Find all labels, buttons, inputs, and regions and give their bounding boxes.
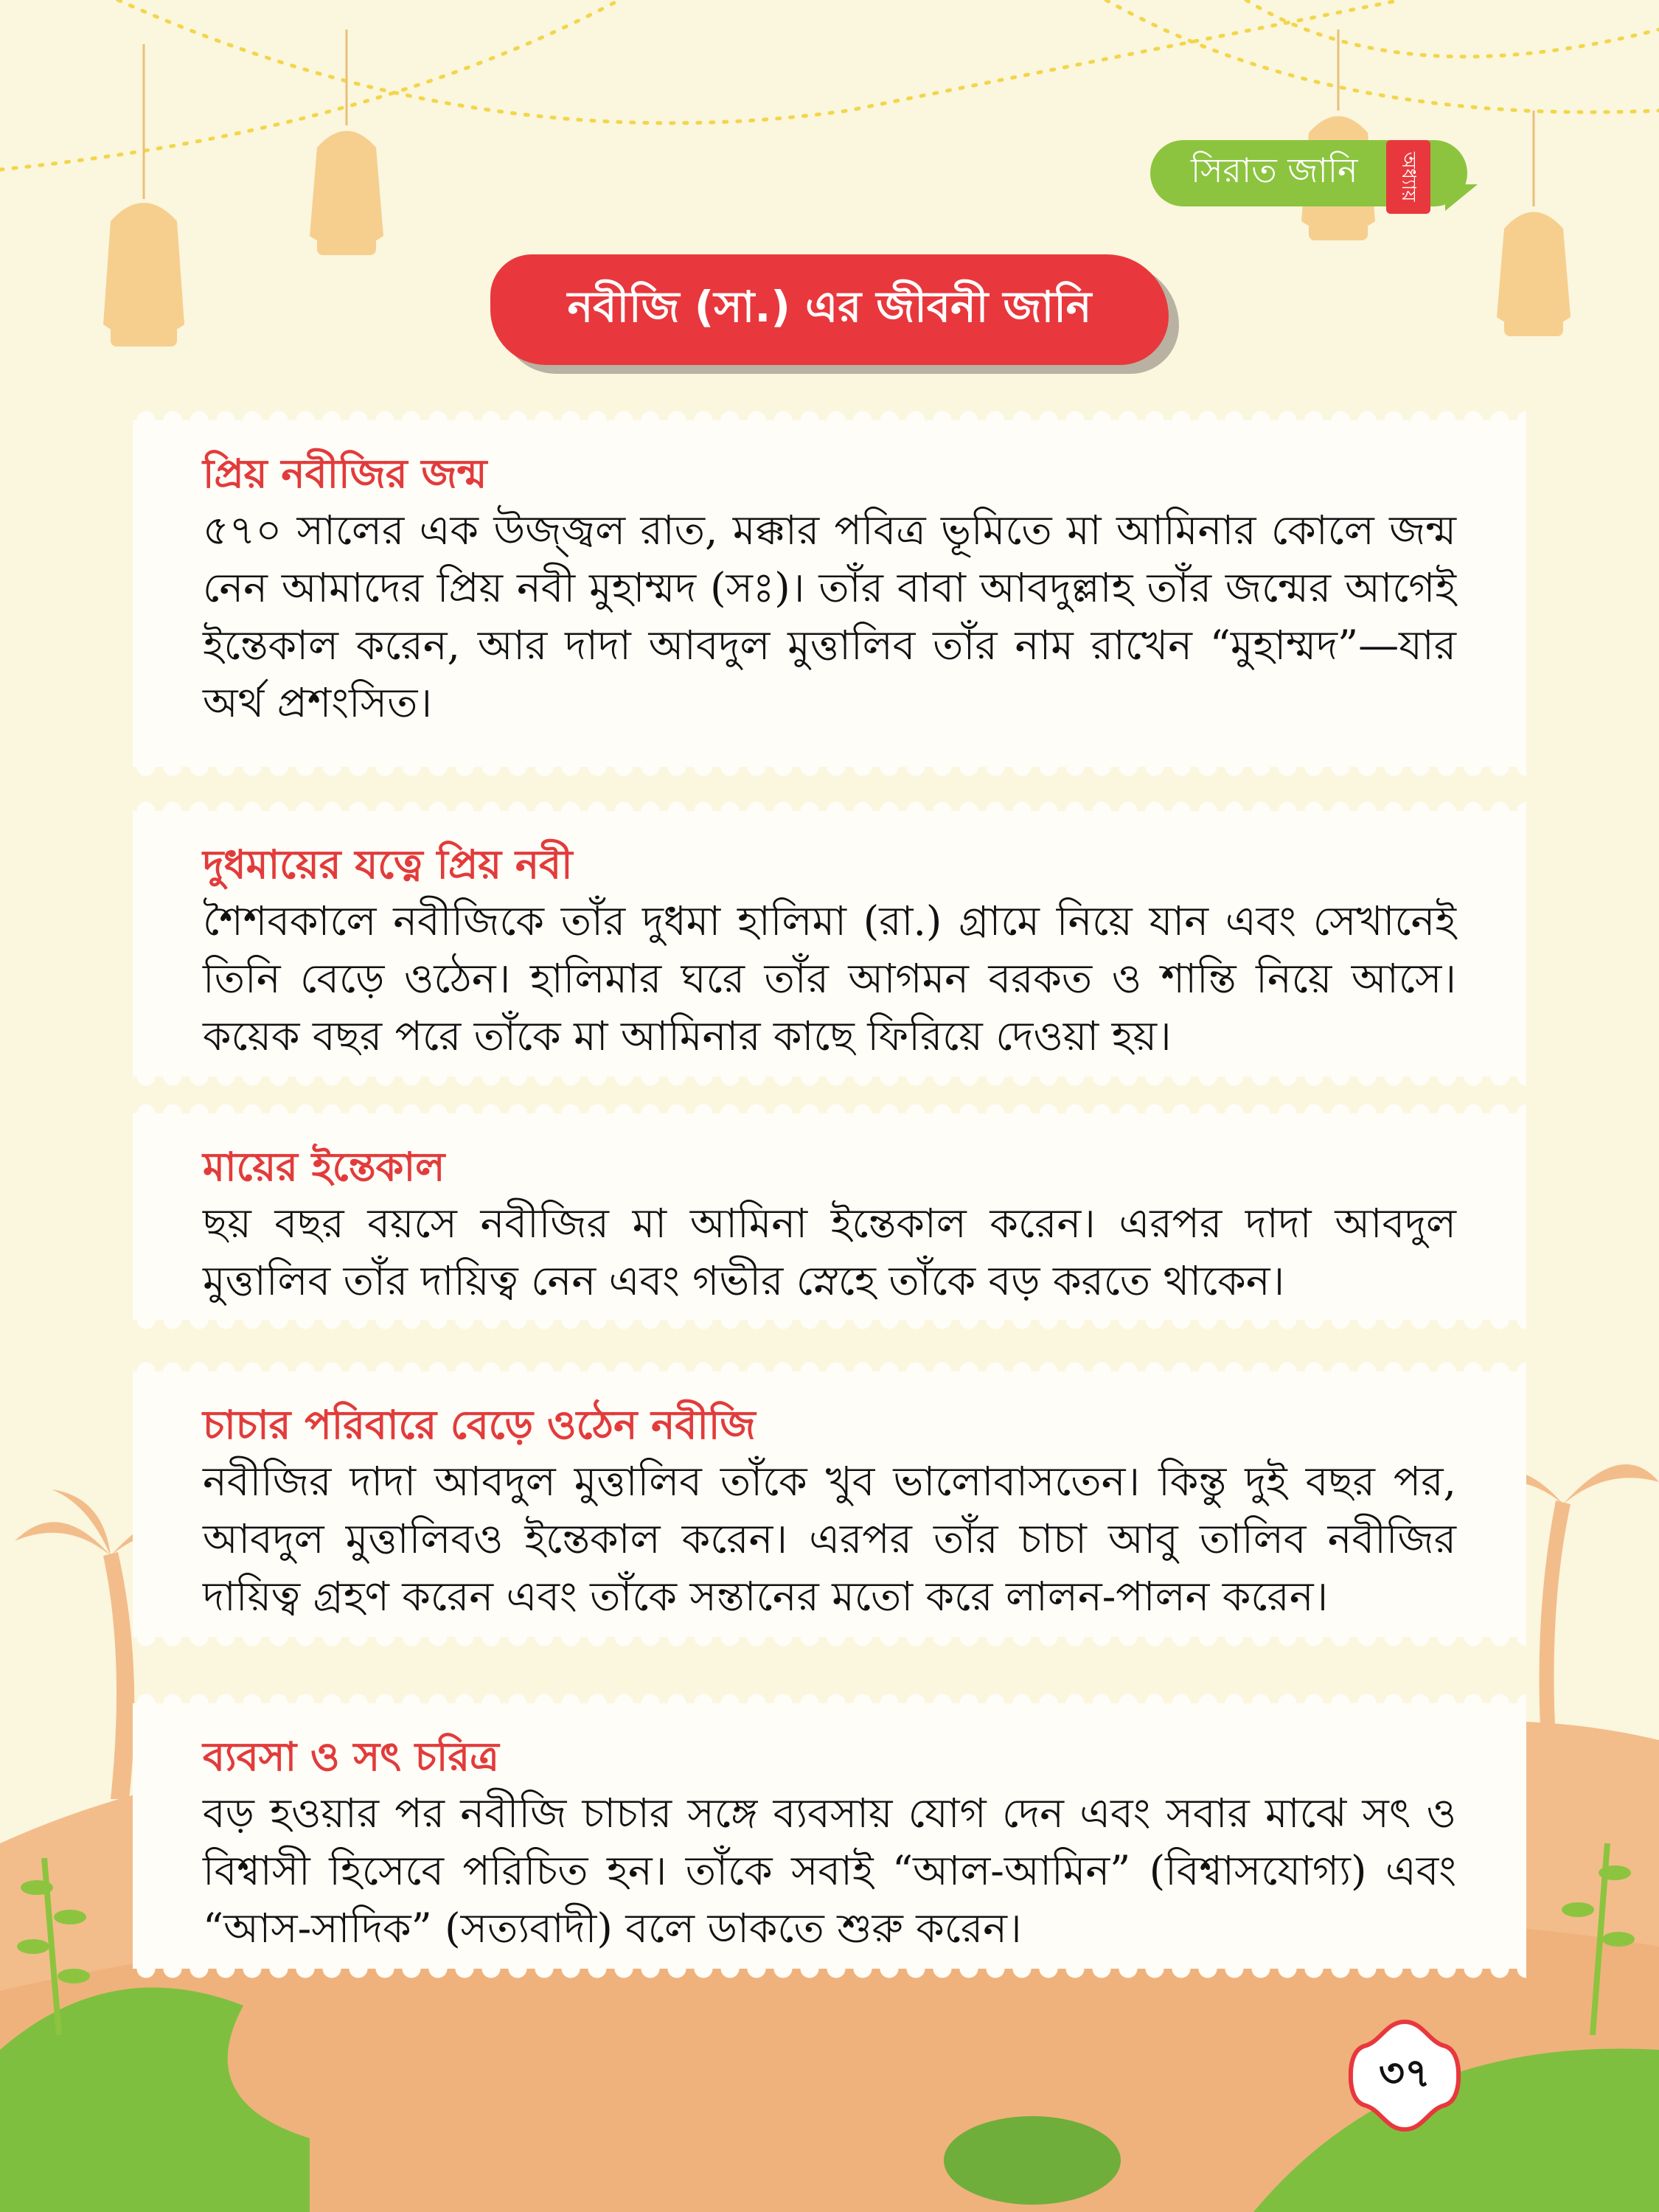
section-body: ছয় বছর বয়সে নবীজির মা আমিনা ইন্তেকাল করেন। এরপর দাদা আবদুল মুত্তালিব তাঁর দায়িত্ব নেন এবং গভীর স্নেহে তাঁকে বড় করতে থাকেন। [203, 1200, 1456, 1304]
chapter-tag-label: সিরাত জানি [1191, 150, 1358, 190]
section-card [133, 811, 1526, 1077]
chapter-badge: অধ্যায় [1386, 140, 1430, 214]
page-number: ৩৭ [1378, 2050, 1431, 2096]
section-title: প্রিয় নবীজির জন্ম [203, 451, 487, 497]
section-card [133, 420, 1526, 767]
section-title: মায়ের ইন্তেকাল [203, 1144, 445, 1190]
section-title: দুধমায়ের যত্নে প্রিয় নবী [203, 841, 573, 888]
section-body: নবীজির দাদা আবদুল মুত্তালিব তাঁকে খুব ভালোবাসতেন। কিন্তু দুই বছর পর, আবদুল মুত্তালিবও ইন্তেকাল করেন। এরপর তাঁর চাচা আবু তালিব নবীজির দায়িত্ব গ্রহণ করেন এবং তাঁকে সন্তানের মতো করে লালন-পালন করেন। [203, 1458, 1456, 1620]
section-card [133, 1113, 1526, 1320]
section-card [133, 1371, 1526, 1637]
chapter-tag-tail [1445, 184, 1478, 211]
section-title: চাচার পরিবারে বেড়ে ওঠেন নবীজি [203, 1402, 756, 1448]
section-body: ৫৭০ সালের এক উজ্জ্বল রাত, মক্কার পবিত্র ভূমিতে মা আমিনার কোলে জন্ম নেন আমাদের প্রিয় নবী মুহাম্মদ (সঃ)। তাঁর বাবা আবদুল্লাহ তাঁর জন্মের আগেই ইন্তেকাল করেন, আর দাদা আবদুল মুত্তালিব তাঁর নাম রাখেন “মুহাম্মদ”—যার অর্থ প্রশংসিত। [203, 507, 1456, 726]
section-body: শৈশবকালে নবীজিকে তাঁর দুধমা হালিমা (রা.) গ্রামে নিয়ে যান এবং সেখানেই তিনি বেড়ে ওঠেন। হালিমার ঘরে তাঁর আগমন বরকত ও শান্তি নিয়ে আসে। কয়েক বছর পরে তাঁকে মা আমিনার কাছে ফিরিয়ে দেওয়া হয়। [203, 897, 1456, 1060]
section-card [133, 1703, 1526, 1969]
page-title: নবীজি (সা.) এর জীবনী জানি [490, 254, 1169, 365]
section-body: বড় হওয়ার পর নবীজি চাচার সঙ্গে ব্যবসায় যোগ দেন এবং সবার মাঝে সৎ ও বিশ্বাসী হিসেবে পরিচিত হন। তাঁকে সবাই “আল-আমিন” (বিশ্বাসযোগ্য) এবং “আস-সাদিক” (সত্যবাদী) বলে ডাকতে শুরু করেন। [203, 1790, 1456, 1952]
section-title: ব্যবসা ও সৎ চরিত্র [203, 1733, 499, 1780]
